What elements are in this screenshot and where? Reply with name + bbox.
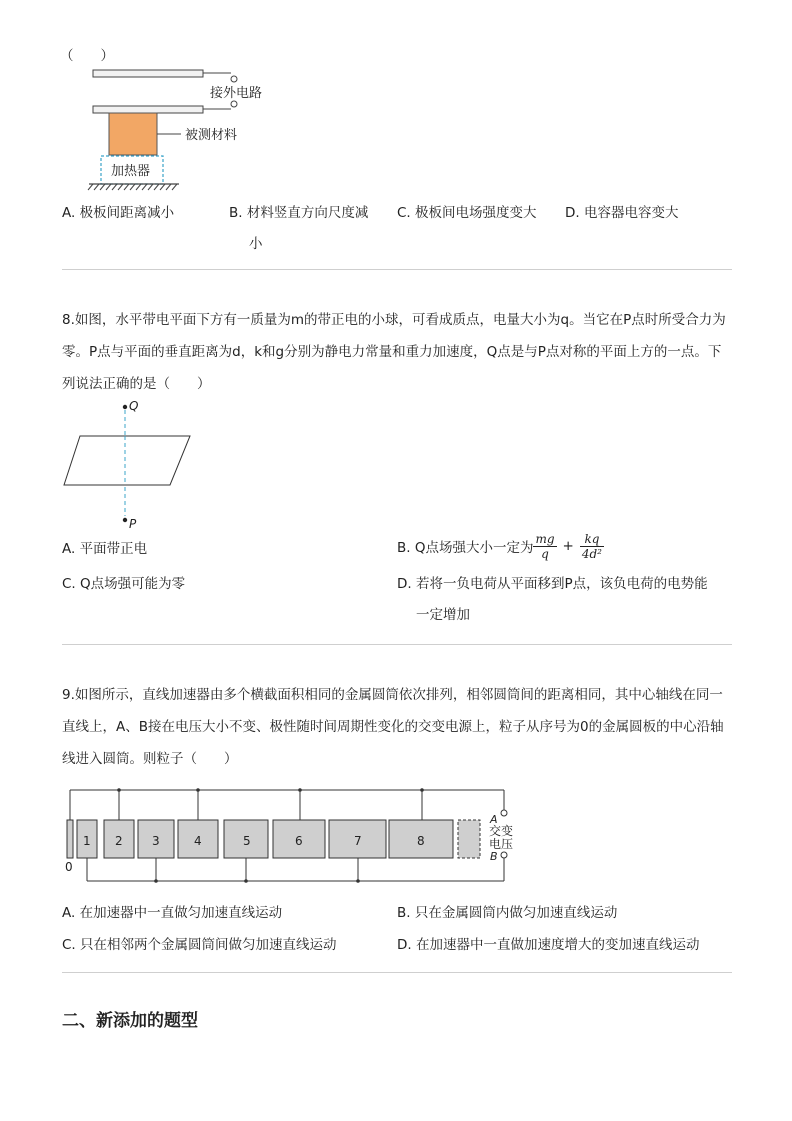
q8-stem: 8.如图，水平带电平面下方有一质量为m的带正电的小球，可看成质点，电量大小为q。当它在P点时所受合力为零。P点与平面的垂直距离为d，k和g分别为静电力常量和重力加速度，Q点是与P点对称的平面上方的一点。下列说法正确的是（ ） <box>62 312 726 392</box>
q7-capacitor-figure <box>85 64 285 194</box>
tube-label-5: 5 <box>243 834 251 848</box>
q9-option-c[interactable]: C. 只在相邻两个金属圆筒间做匀加速直线运动 <box>62 937 337 953</box>
frac1-den: q <box>541 546 549 561</box>
q9-option-b[interactable]: B. 只在金属圆筒内做匀加速直线运动 <box>397 905 618 921</box>
label-p: P <box>129 517 137 531</box>
q7-option-d[interactable]: D. 电容器电容变大 <box>565 205 679 221</box>
tube-label-2: 2 <box>115 834 123 848</box>
divider <box>62 269 732 270</box>
q7-option-b-cont: 小 <box>249 236 263 252</box>
charged-plane <box>64 436 190 485</box>
frac2-den: 4d² <box>581 546 602 561</box>
plus-sign: + <box>562 538 574 554</box>
upper-plate <box>93 70 203 77</box>
q7-bracket: （ ） <box>60 48 114 64</box>
q8-plane-figure <box>60 398 200 533</box>
q9-linear-accelerator-figure <box>60 785 530 885</box>
q7-option-c[interactable]: C. 极板间电场强度变大 <box>397 205 537 221</box>
divider <box>62 644 732 645</box>
q9-option-a[interactable]: A. 在加速器中一直做匀加速直线运动 <box>62 905 283 921</box>
source-label-2: 电压 <box>489 837 514 851</box>
point-q <box>123 405 127 409</box>
frac1-num: mg <box>535 531 555 546</box>
terminal-b <box>501 852 507 858</box>
q8-option-d[interactable]: D. 若将一负电荷从平面移到P点，该负电荷的电势能 <box>397 576 708 592</box>
circuit-label: 接外电路 <box>210 86 263 101</box>
point-p <box>123 518 127 522</box>
tube-label-3: 3 <box>152 834 160 848</box>
fraction-kq-over-4d2 <box>580 532 604 561</box>
source-label-1: 交变 <box>489 824 514 838</box>
q9-stem: 9.如图所示，直线加速器由多个横截面积相同的金属圆筒依次排列，相邻圆筒间的距离相同，其中心轴线在同一直线上，A、B接在电压大小不变、极性随时间周期性变化的交变电源上，粒子从序号为0的金属圆板的中心沿轴线进入圆筒。则粒子（ ） <box>62 687 724 767</box>
divider <box>62 972 732 973</box>
tube-partial <box>458 820 480 858</box>
heater-label: 加热器 <box>111 164 151 179</box>
material-label: 被测材料 <box>185 128 238 143</box>
q7-option-a[interactable]: A. 极板间距离减小 <box>62 205 175 221</box>
q9-option-d[interactable]: D. 在加速器中一直做加速度增大的变加速直线运动 <box>397 937 700 953</box>
q8-option-a[interactable]: A. 平面带正电 <box>62 541 148 557</box>
tube-label-6: 6 <box>295 834 303 848</box>
plate-0 <box>67 820 73 858</box>
q8-option-d-cont: 一定增加 <box>416 607 470 623</box>
frac2-num: kq <box>580 532 604 547</box>
q7-option-b[interactable]: B. 材料竖直方向尺度减 <box>229 205 369 221</box>
label-0: 0 <box>65 860 73 874</box>
terminal-b-label: B <box>490 850 498 863</box>
fraction-mg-over-q <box>533 532 556 561</box>
q8-option-b[interactable] <box>397 527 604 565</box>
material-block <box>109 113 157 155</box>
tube-label-4: 4 <box>194 834 202 848</box>
tube-label-7: 7 <box>354 834 362 848</box>
tube-label-1: 1 <box>83 834 91 848</box>
q8-option-c[interactable]: C. Q点场强可能为零 <box>62 576 186 592</box>
lower-plate <box>93 106 203 113</box>
terminal-a-label: A <box>490 813 498 826</box>
terminal-a <box>501 810 507 816</box>
tube-label-8: 8 <box>417 834 425 848</box>
section-heading: 二、新添加的题型 <box>62 1011 198 1031</box>
q8-option-b-text: B. Q点场强大小一定为 <box>397 540 534 556</box>
label-q: Q <box>129 399 139 413</box>
